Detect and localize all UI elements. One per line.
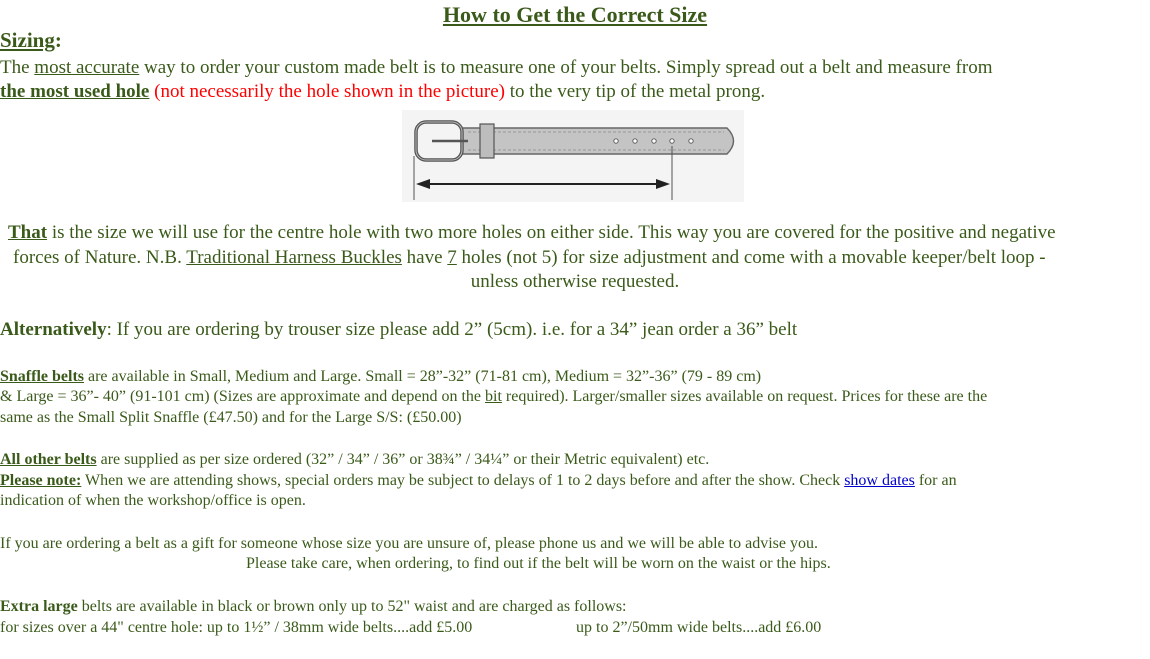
- that-line-2: [13, 246, 1046, 270]
- extra-large-bold: Extra large: [0, 598, 78, 615]
- other-belts-line-2: [0, 471, 957, 492]
- other-belts-text-2b: for an: [914, 472, 957, 489]
- page-title: How to Get the Correct Size: [442, 2, 708, 27]
- alternatively-line: [0, 318, 797, 342]
- bit-link[interactable]: bit: [485, 388, 502, 405]
- other-belts-text-2a: When we are attending shows, special orders may be subject to delays of 1 to 2 days before and after the show. Check: [81, 472, 845, 489]
- snaffle-belts-link[interactable]: Snaffle belts: [0, 368, 84, 385]
- gift-line-2: Please take care, when ordering, to find out if the belt will be worn on the waist or the hips.: [246, 555, 831, 572]
- other-belts-text-1: are supplied as per size ordered (32” / 34” / 36” or 38¾” / 34¼” or their Metric equivalent) etc.: [96, 451, 710, 468]
- intro-text-b: way to order your custom made belt is to measure one of your belts. Simply spread out a belt and measure from: [139, 57, 993, 78]
- snaffle-text-2b: required). Larger/smaller sizes available on request. Prices for these are the: [501, 388, 988, 405]
- that-text-2b: have: [401, 247, 448, 268]
- show-dates-link[interactable]: show dates: [844, 472, 915, 489]
- intro-line-1: [0, 56, 992, 80]
- that-line-3: unless otherwise requested.: [470, 271, 680, 292]
- belt-illustration: [402, 110, 744, 202]
- snaffle-line-1: [0, 367, 761, 388]
- other-belts-line-3: indication of when the workshop/office is open.: [0, 492, 306, 509]
- other-belts-line-1: [0, 450, 709, 471]
- snaffle-text-1: are available in Small, Medium and Large. Small = 28”-32” (71-81 cm), Medium = 32”-36” (79 - 89 cm): [84, 368, 762, 385]
- seven-holes: 7: [447, 247, 457, 268]
- intro-text-rest: to the very tip of the metal prong.: [505, 81, 766, 102]
- sizing-heading: [0, 28, 62, 53]
- traditional-harness-buckles-link[interactable]: Traditional Harness Buckles: [186, 247, 402, 268]
- all-other-belts-link[interactable]: All other belts: [0, 451, 97, 468]
- that-bold: That: [8, 222, 48, 243]
- gift-line-1: If you are ordering a belt as a gift for someone whose size you are unsure of, please phone us and we will be able to advise you.: [0, 535, 818, 552]
- snaffle-text-2a: & Large = 36”- 40” (91-101 cm) (Sizes are approximate and depend on the: [0, 388, 485, 405]
- that-text-2a: forces of Nature. N.B.: [13, 247, 187, 268]
- that-text-2c: holes (not 5) for size adjustment and come with a movable keeper/belt loop -: [456, 247, 1046, 268]
- intro-line-2: [0, 80, 765, 104]
- belt-measure-icon: [402, 110, 744, 202]
- extra-large-text-1: belts are available in black or brown only up to 52" waist and are charged as follows:: [77, 598, 627, 615]
- snaffle-line-3: same as the Small Split Snaffle (£47.50) and for the Large S/S: (£50.00): [0, 409, 462, 426]
- alternatively-bold: Alternatively: [0, 319, 107, 340]
- extra-large-line-2b: up to 2”/50mm wide belts....add £6.00: [576, 619, 822, 636]
- snaffle-line-2: [0, 387, 987, 408]
- most-used-hole-text: the most used hole: [0, 81, 150, 102]
- sizing-colon: :: [54, 28, 62, 52]
- extra-large-line-1: [0, 597, 627, 618]
- please-note-bold: Please note:: [0, 472, 82, 489]
- that-text-1: is the size we will use for the centre hole with two more holes on either side. This way you are covered for the positive and negative: [47, 222, 1056, 243]
- that-line-1: [8, 221, 1056, 245]
- intro-text-a: The: [0, 57, 35, 78]
- extra-large-line-2a: for sizes over a 44" centre hole: up to 1½” / 38mm wide belts....add £5.00: [0, 619, 473, 636]
- alternatively-text: : If you are ordering by trouser size please add 2” (5cm). i.e. for a 34” jean order a 36” belt: [106, 319, 798, 340]
- sizing-heading-text: Sizing: [0, 28, 55, 52]
- most-accurate-link[interactable]: most accurate: [34, 57, 140, 78]
- hole-note-red: (not necessarily the hole shown in the picture): [154, 81, 505, 102]
